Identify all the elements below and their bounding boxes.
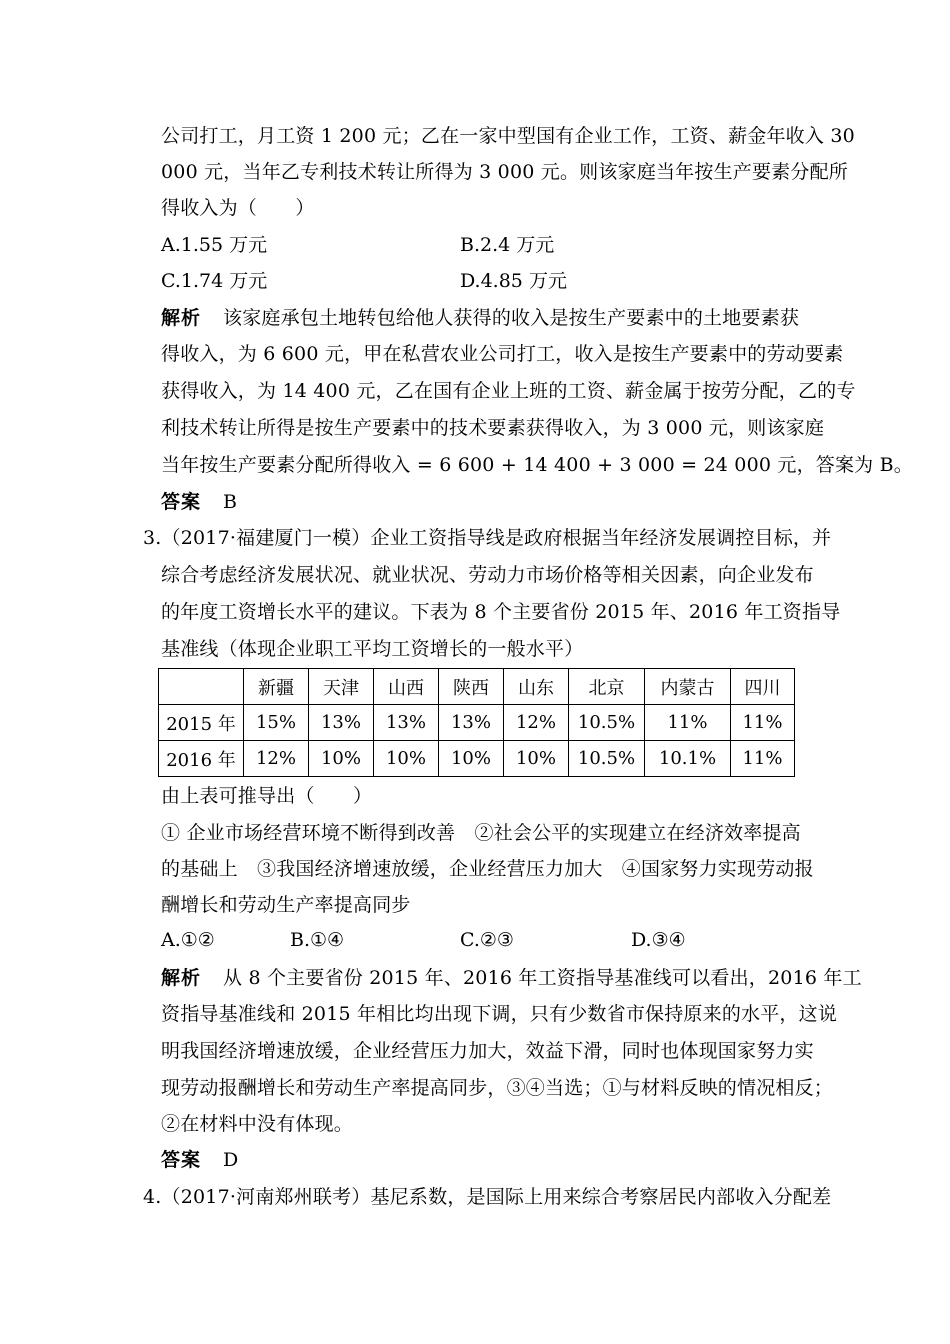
table-cell: 13% <box>309 705 374 741</box>
table-cell: 10.5% <box>569 705 645 741</box>
table-header-row <box>159 669 795 705</box>
q3-statement-line-2: 的基础上 ③我国经济增速放缓，企业经营压力加大 ④国家努力实现劳动报 <box>161 858 814 880</box>
q3-after-table: 由上表可推导出（ ） <box>161 785 373 807</box>
q2-analysis-line-3: 获得收入，为 14 400 元，乙在国有企业上班的工资、薪金属于按劳分配，乙的专 <box>161 380 856 402</box>
table-row <box>159 741 795 777</box>
q2-stem-line-3: 得收入为（ ） <box>161 197 315 219</box>
table-cell: 10% <box>504 741 569 777</box>
q3-statement-line-1: ① 企业市场经营环境不断得到改善 ②社会公平的实现建立在经济效率提高 <box>161 822 801 844</box>
table-header-cell: 四川 <box>731 669 795 705</box>
q3-option-a: A.①② <box>161 929 215 951</box>
table-header-cell: 山西 <box>374 669 439 705</box>
q2-option-c: C.1.74 万元 <box>161 270 268 292</box>
q3-statement-line-3: 酬增长和劳动生产率提高同步 <box>161 894 411 916</box>
table-cell: 13% <box>439 705 504 741</box>
table-header-cell: 天津 <box>309 669 374 705</box>
q4-number: 4. <box>143 1186 162 1208</box>
q3-analysis-line-1 <box>161 960 862 996</box>
table-header-cell: 山东 <box>504 669 569 705</box>
q2-analysis-line-5: 当年按生产要素分配所得收入 = 6 600 + 14 400 + 3 000 = 24 000 元，答案为 B。 <box>161 454 913 476</box>
q2-analysis-line-4: 利技术转让所得是按生产要素中的技术要素获得收入，为 3 000 元，则该家庭 <box>161 417 825 439</box>
table-cell: 10% <box>439 741 504 777</box>
table-cell: 11% <box>645 705 731 741</box>
q3-stem-line-4: 基准线（体现企业职工平均工资增长的一般水平） <box>161 638 584 660</box>
table-cell: 10% <box>309 741 374 777</box>
q3-answer-value: D <box>223 1149 239 1171</box>
q4-stem-text-1: （2017·河南郑州联考）基尼系数，是国际上用来综合考察居民内部收入分配差 <box>161 1186 832 1208</box>
table-cell: 11% <box>731 741 795 777</box>
q2-option-a: A.1.55 万元 <box>161 234 268 256</box>
table-cell: 10% <box>374 741 439 777</box>
q4-stem-line-1 <box>143 1179 831 1215</box>
q3-analysis-line-4: 现劳动报酬增长和劳动生产率提高同步，③④当选；①与材料反映的情况相反； <box>161 1077 834 1099</box>
q3-analysis-line-5: ②在材料中没有体现。 <box>161 1113 354 1135</box>
table-cell: 12% <box>244 741 309 777</box>
table-header-cell: 北京 <box>569 669 645 705</box>
q3-stem-text-1: （2017·福建厦门一模）企业工资指导线是政府根据当年经济发展调控目标，并 <box>161 527 832 549</box>
table-cell: 12% <box>504 705 569 741</box>
table-header-cell: 陕西 <box>439 669 504 705</box>
q3-stem-line-3: 的年度工资增长水平的建议。下表为 8 个主要省份 2015 年、2016 年工资指导 <box>161 601 841 623</box>
q3-stem-line-1 <box>143 520 831 556</box>
q2-answer-label: 答案 <box>161 491 202 513</box>
q3-option-b: B.①④ <box>290 929 345 951</box>
q2-answer-line <box>161 484 237 520</box>
q3-analysis-line-2: 资指导基准线和 2015 年相比均出现下调，只有少数省市保持原来的水平，这说 <box>161 1003 838 1025</box>
q3-option-c: C.②③ <box>460 929 514 951</box>
q2-option-b: B.2.4 万元 <box>460 234 555 256</box>
q2-option-d: D.4.85 万元 <box>460 270 567 292</box>
table-header-cell <box>159 669 244 705</box>
q3-analysis-label: 解析 <box>161 967 202 989</box>
q3-stem-line-2: 综合考虑经济发展状况、就业状况、劳动力市场价格等相关因素，向企业发布 <box>161 564 814 586</box>
q3-option-d: D.③④ <box>631 929 686 951</box>
table-cell: 11% <box>731 705 795 741</box>
table-cell: 15% <box>244 705 309 741</box>
table-cell: 2016 年 <box>159 741 244 777</box>
table-header-cell: 新疆 <box>244 669 309 705</box>
q3-answer-line <box>161 1142 238 1178</box>
table-row <box>159 705 795 741</box>
q3-answer-label: 答案 <box>161 1149 202 1171</box>
q2-analysis-text-1: 该家庭承包土地转包给他人获得的收入是按生产要素中的土地要素获 <box>223 307 800 329</box>
table-header-cell: 内蒙古 <box>645 669 731 705</box>
table-cell: 10.5% <box>569 741 645 777</box>
q2-stem-line-1: 公司打工，月工资 1 200 元；乙在一家中型国有企业工作，工资、薪金年收入 30 <box>161 125 855 147</box>
q2-answer-value: B <box>223 491 238 513</box>
q2-analysis-line-2: 得收入，为 6 600 元，甲在私营农业公司打工，收入是按生产要素中的劳动要素 <box>161 343 844 365</box>
q3-analysis-line-3: 明我国经济增速放缓，企业经营压力加大，效益下滑，同时也体现国家努力实 <box>161 1040 814 1062</box>
table-cell: 2015 年 <box>159 705 244 741</box>
q3-analysis-text-1: 从 8 个主要省份 2015 年、2016 年工资指导基准线可以看出，2016 年工 <box>223 967 862 989</box>
q2-stem-line-2: 000 元，当年乙专利技术转让所得为 3 000 元。则该家庭当年按生产要素分配所 <box>161 161 848 183</box>
table-cell: 13% <box>374 705 439 741</box>
q2-analysis-line-1 <box>161 300 799 336</box>
wage-guideline-table <box>158 668 795 777</box>
q2-analysis-label: 解析 <box>161 307 202 329</box>
table-cell: 10.1% <box>645 741 731 777</box>
q3-number: 3. <box>143 527 162 549</box>
